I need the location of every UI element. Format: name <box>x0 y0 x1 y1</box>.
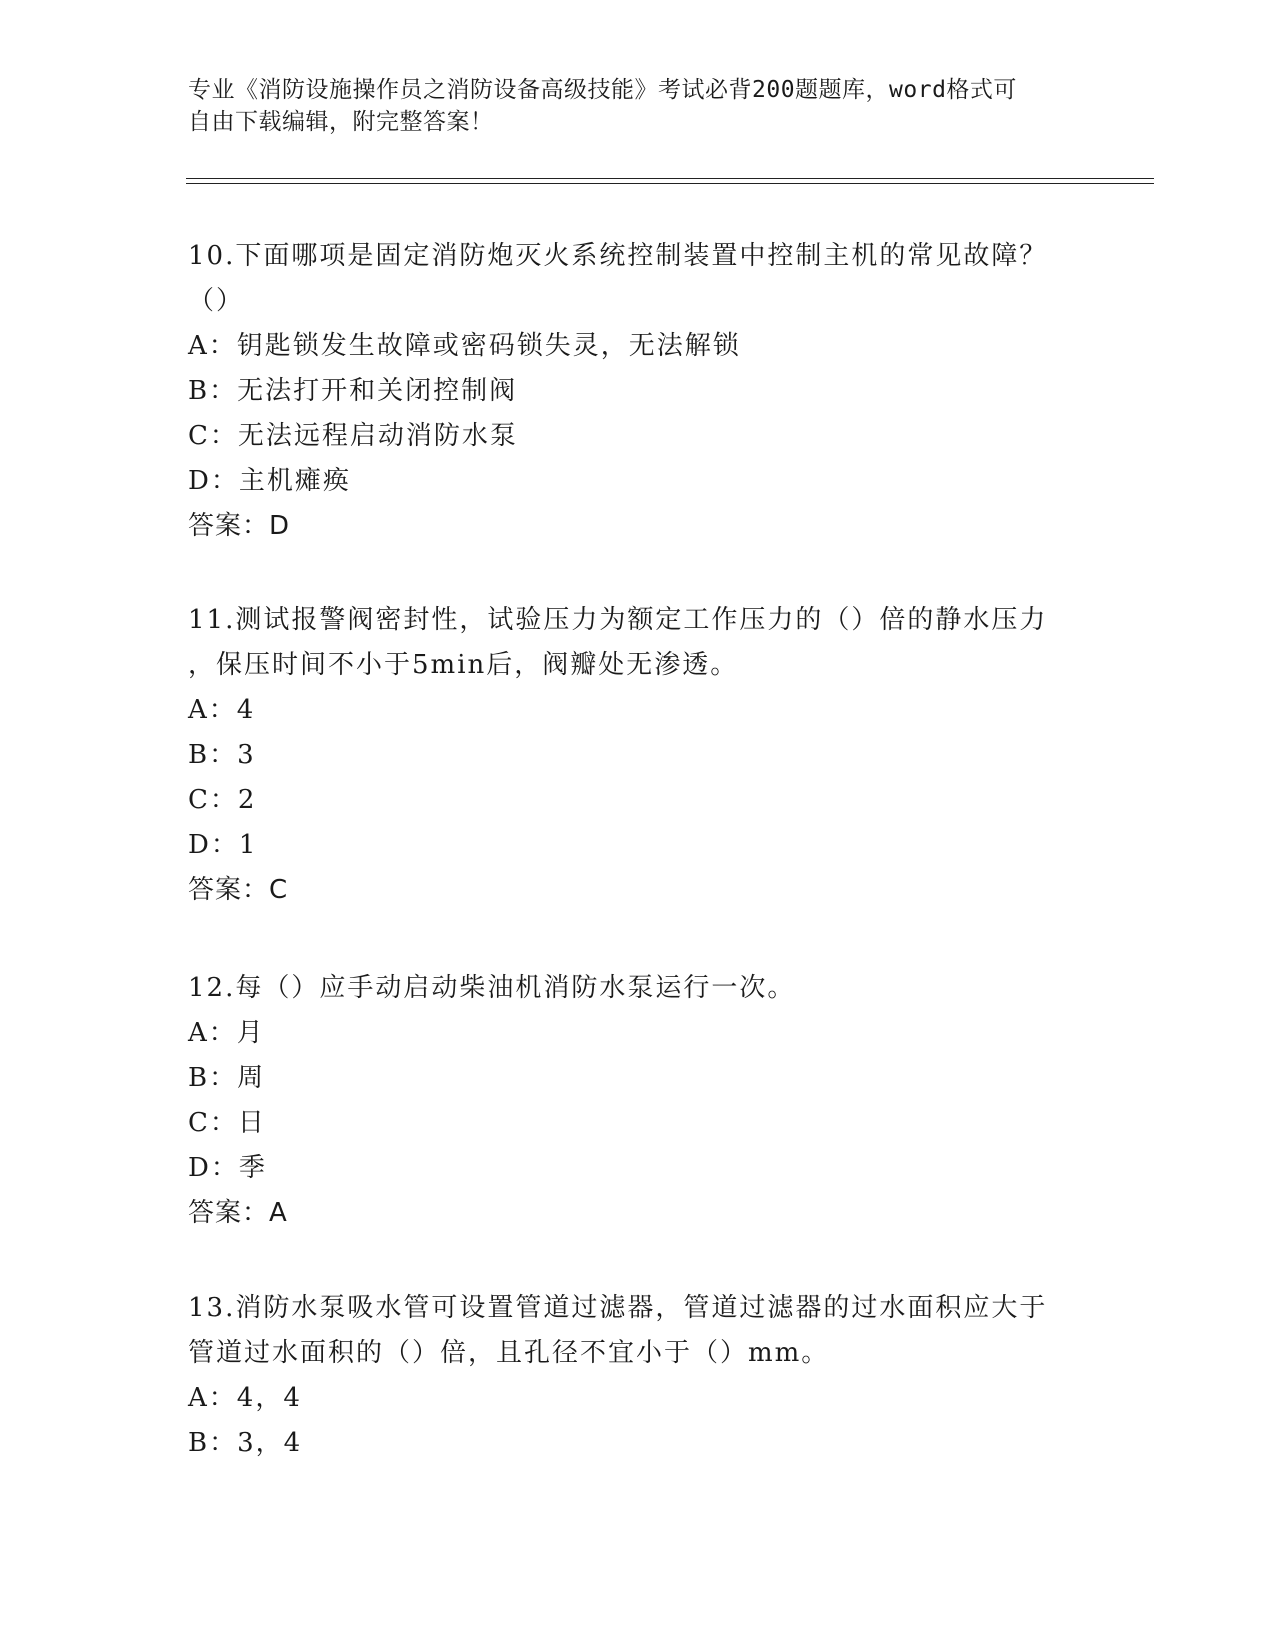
option-c: C：无法远程启动消防水泵 <box>188 421 518 451</box>
answer: 答案：D <box>188 511 291 541</box>
question-stem-line-1: 12.每（）应手动启动柴油机消防水泵运行一次。 <box>188 973 796 1003</box>
document-header <box>188 74 1068 138</box>
question-stem-line-2: （） <box>188 286 245 316</box>
question-stem-line-1: 13.消防水泵吸水管可设置管道过滤器，管道过滤器的过水面积应大于 <box>188 1293 1048 1323</box>
option-a: A：月 <box>188 1018 265 1048</box>
question-stem-line-1: 10.下面哪项是固定消防炮灭火系统控制装置中控制主机的常见故障？ <box>188 241 1048 271</box>
header-line-2: 自由下载编辑，附完整答案！ <box>188 109 494 135</box>
option-d: D：主机瘫痪 <box>188 466 351 496</box>
header-divider-top <box>186 178 1154 179</box>
option-a: A：4 <box>188 695 256 725</box>
answer: 答案：C <box>188 875 289 905</box>
option-d: D：季 <box>188 1153 267 1183</box>
option-b: B：3 <box>188 740 256 770</box>
question-12 <box>188 966 1088 1236</box>
option-a: A：钥匙锁发生故障或密码锁失灵，无法解锁 <box>188 331 741 361</box>
option-b: B：无法打开和关闭控制阀 <box>188 376 518 406</box>
answer: 答案：A <box>188 1198 288 1228</box>
question-stem-line-2: ，保压时间不小于5min后，阀瓣处无渗透。 <box>188 650 739 680</box>
option-c: C：2 <box>188 785 257 815</box>
option-c: C：日 <box>188 1108 266 1138</box>
option-a: A：4，4 <box>188 1383 302 1413</box>
question-11 <box>188 598 1088 913</box>
question-13 <box>188 1286 1088 1466</box>
option-d: D：1 <box>188 830 258 860</box>
question-stem-line-2: 管道过水面积的（）倍，且孔径不宜小于（）mm。 <box>188 1338 830 1368</box>
header-line-1: 专业《消防设施操作员之消防设备高级技能》考试必背200题题库，word格式可 <box>188 77 1017 103</box>
question-10 <box>188 234 1088 549</box>
option-b: B：3，4 <box>188 1428 303 1458</box>
option-b: B：周 <box>188 1063 266 1093</box>
question-stem-line-1: 11.测试报警阀密封性，试验压力为额定工作压力的（）倍的静水压力 <box>188 605 1048 635</box>
header-divider-bottom <box>186 183 1154 184</box>
